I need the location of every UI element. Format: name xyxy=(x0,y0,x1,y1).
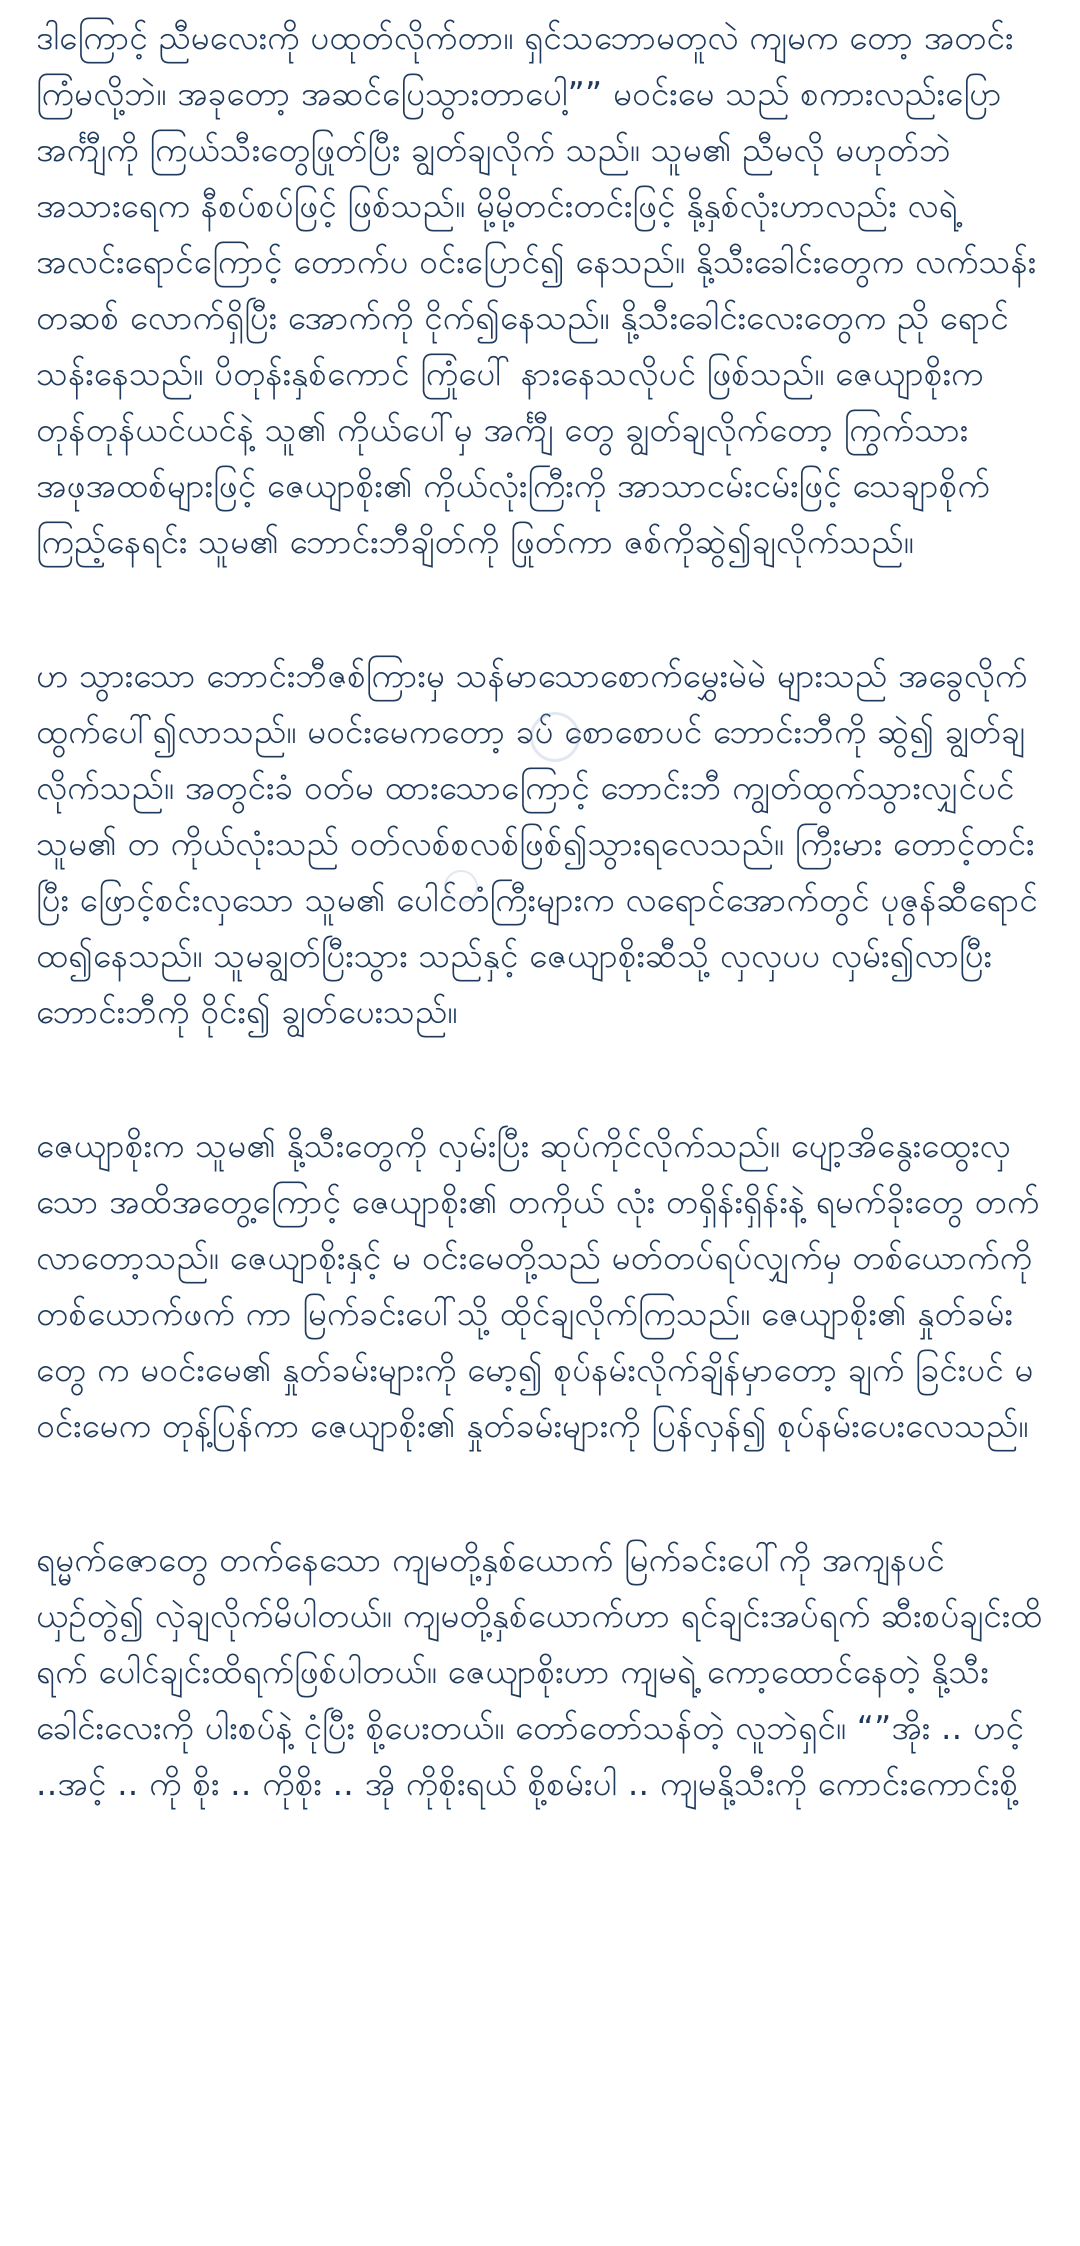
article-paragraph: ဇေယျာစိုးက သူမ၏ နို့သီးတွေကို လှမ်းပြီး ဆုပ်ကိုင်လိုက်သည်။ ပျော့အိနွေးထွေးလှသော အထိအတွေ့ကြောင့် ဇေယျာစိုး၏ တကိုယ် လုံး တရှိန်းရှိန်းနဲ့ ရမက်ခိုးတွေ တက်လာတော့သည်။ ဇေယျာစိုးနှင့် မ ဝင်းမေတို့သည် မတ်တပ်ရပ်လျှက်မှ တစ်ယောက်ကို တစ်ယောက်ဖက် ကာ မြက်ခင်းပေါ်သို့ ထိုင်ချလိုက်ကြသည်။ ဇေယျာစိုး၏ နှုတ်ခမ်းတွေ က မဝင်းမေ၏ နှုတ်ခမ်းများကို မော့၍ စုပ်နမ်းလိုက်ချိန်မှာတော့ ချက် ခြင်းပင် မဝင်းမေက တုန့်ပြန်ကာ ဇေယျာစိုး၏ နှုတ်ခမ်းများကို ပြန်လှန်၍ စုပ်နမ်းပေးလေသည်။ xyxy=(36,1126,1040,1445)
article-paragraph: ဟ သွားသော ဘောင်းဘီဇစ်ကြားမှ သန်မာသောစောက်မွှေးမဲမဲ များသည် အခွေလိုက် ထွက်ပေါ်၍လာသည်။ မဝင်းမေကတော့ ခပ် စောစောပင် ဘောင်းဘီကို ဆွဲ၍ ချွတ်ချလိုက်သည်။ အတွင်းခံ ဝတ်မ ထားသောကြောင့် ဘောင်းဘီ ကျွတ်ထွက်သွားလျှင်ပင် သူမ၏ တ ကိုယ်လုံးသည် ဝတ်လစ်စလစ်ဖြစ်၍သွားရလေသည်။ ကြီးမား တောင့်တင်းပြီး ဖြောင့်စင်းလှသော သူမ၏ ပေါင်တံကြီးများက လရောင်အောက်တွင် ပုဇွန်ဆီရောင် ထ၍နေသည်။ သူမချွတ်ပြီးသွား သည်နှင့် ဇေယျာစိုးဆီသို့ လှလှပပ လှမ်း၍လာပြီး ဘောင်းဘီကို ဝိုင်း၍ ချွတ်ပေးသည်။ xyxy=(36,656,1038,1031)
article-paragraph: ဒါကြောင့် ညီမလေးကို ပထုတ်လိုက်တာ။ ရှင်သဘောမတူလဲ ကျမက တော့ အတင်းကြံမလို့ဘဲ။ အခုတော့ အဆင်ပြေသွားတာပေါ့”” မဝင်းမေ သည် စကားလည်းပြော အင်္ကျီကို ကြယ်သီးတွေဖြုတ်ပြီး ချွတ်ချလိုက် သည်။ သူမ၏ ညီမလို မဟုတ်ဘဲ အသားရေက နီစပ်စပ်ဖြင့် ဖြစ်သည်။ မို့မို့တင်းတင်းဖြင့် နို့နှစ်လုံးဟာလည်း လရဲ့ အလင်းရောင်ကြောင့် တောက်ပ ဝင်းပြောင်၍ နေသည်။ နို့သီးခေါင်းတွေက လက်သန်းတဆစ် လောက်ရှိပြီး အောက်ကို ငိုက်၍နေသည်။ နို့သီးခေါင်းလေးတွေက ညို ရောင်သန်းနေသည်။ ပိတုန်းနှစ်ကောင် ကြုံပေါ် နားနေသလိုပင် ဖြစ်သည်။ ဇေယျာစိုးက တုန်တုန်ယင်ယင်နဲ့ သူ၏ ကိုယ်ပေါ်မှ အင်္ကျီ တွေ ချွတ်ချလိုက်တော့ ကြွက်သား အဖုအထစ်များဖြင့် ဇေယျာစိုး၏ ကိုယ်လုံးကြီးကို အာသာငမ်းငမ်းဖြင့် သေချာစိုက်ကြည့်နေရင်း သူမ၏ ဘောင်းဘီချိတ်ကို ဖြုတ်ကာ ဇစ်ကိုဆွဲ၍ချလိုက်သည်။ xyxy=(36,18,1037,561)
article-paragraph: ရမ္မက်ဇောတွေ တက်နေသော ကျမတို့နှစ်ယောက် မြက်ခင်းပေါ်ကို အကျနပင် ယှဉ်တွဲ၍ လှဲချလိုက်မိပါတယ်။ ကျမတို့နှစ်ယောက်ဟာ ရင်ချင်းအပ်ရက် ဆီးစပ်ချင်းထိရက် ပေါင်ချင်းထိရက်ဖြစ်ပါတယ်။ ဇေယျာစိုးဟာ ကျမရဲ့ ကော့ထောင်နေတဲ့ နို့သီး ခေါင်းလေးကို ပါးစပ်နဲ့ ငုံပြီး စို့ပေးတယ်။ တော်တော်သန်တဲ့ လူဘဲရှင်။ “”အိုး .. ဟင့် ..အင့် .. ကို စိုး .. ကိုစိုး .. အို ကိုစိုးရယ် စို့စမ်းပါ .. ကျမနို့သီးကို ကောင်းကောင်းစို့ xyxy=(36,1540,1043,1803)
